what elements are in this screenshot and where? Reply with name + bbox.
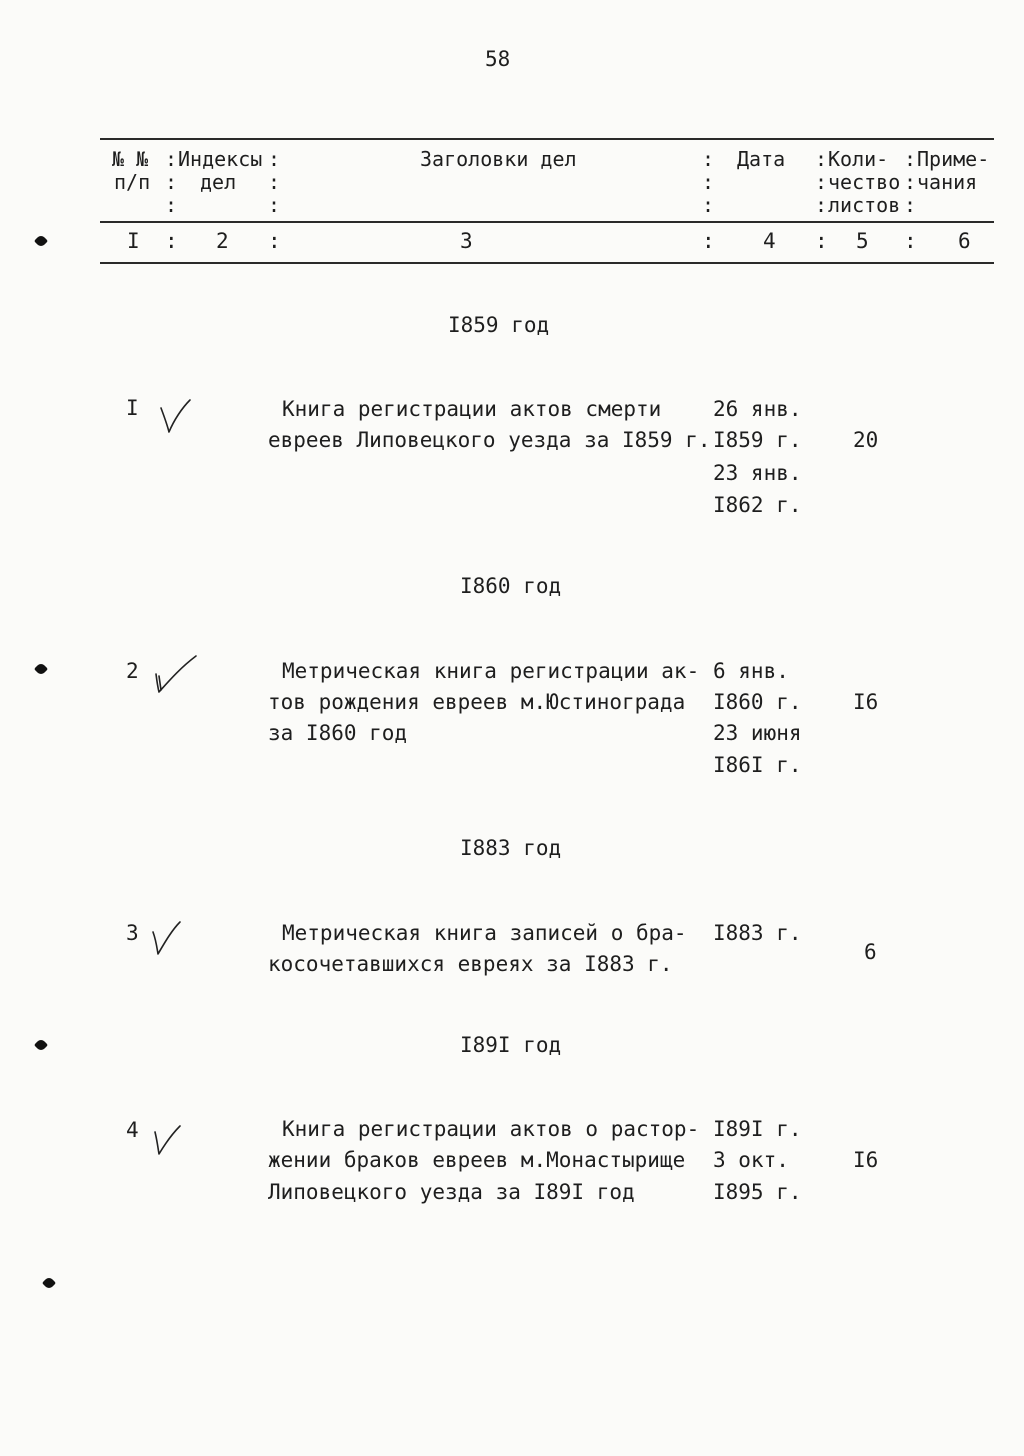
header-sep: : <box>165 229 178 253</box>
header-sep: : <box>815 193 828 217</box>
header-sep: : <box>702 193 715 217</box>
header-col3: Заголовки дел <box>420 147 577 171</box>
entry-title-line: Метрическая книга записей о бра- <box>282 921 687 945</box>
header-col2-line2: дел <box>200 170 237 194</box>
entry-title-line: жении браков евреев м.Монастырище <box>268 1148 686 1172</box>
entry-date-line: I860 г. <box>713 690 802 714</box>
header-sep: : <box>165 193 178 217</box>
header-sep: : <box>702 170 715 194</box>
entry-number: 3 <box>126 921 139 945</box>
header-sep: : <box>702 229 715 253</box>
column-number: 2 <box>216 229 229 253</box>
entry-date-line: 6 янв. <box>713 659 789 683</box>
entry-title-line: косочетавшихся евреях за I883 г. <box>268 952 673 976</box>
entry-date-line: I859 г. <box>713 428 802 452</box>
entry-title-line: Книга регистрации актов смерти <box>282 397 662 421</box>
column-number: 6 <box>958 229 971 253</box>
entry-number: I <box>126 396 139 420</box>
year-heading: I89I год <box>460 1033 562 1057</box>
check-mark-icon <box>150 652 200 696</box>
header-sep: : <box>904 147 917 171</box>
entry-number: 2 <box>126 659 139 683</box>
entry-title-line: за I860 год <box>268 721 408 745</box>
column-number: 4 <box>763 229 776 253</box>
check-mark-icon <box>150 1120 184 1158</box>
header-col5-line3: листов <box>828 193 901 217</box>
header-sep: : <box>815 147 828 171</box>
header-sep: : <box>268 229 281 253</box>
year-heading: I883 год <box>460 836 562 860</box>
entry-date-line: I883 г. <box>713 921 802 945</box>
entry-date-line: I862 г. <box>713 493 802 517</box>
entry-title-line: Книга регистрации актов о растор- <box>282 1117 700 1141</box>
entry-title-line: евреев Липовецкого уезда за I859 г. <box>268 428 711 452</box>
header-sep: : <box>268 147 281 171</box>
header-col1-line1: № № <box>112 147 149 171</box>
entry-sheet-count: I6 <box>853 690 879 714</box>
entry-number: 4 <box>126 1118 139 1142</box>
header-sep: : <box>904 170 917 194</box>
header-bottom-rule <box>100 262 994 264</box>
entry-date-line: I86I г. <box>713 753 802 777</box>
entry-date-line: 23 июня <box>713 721 802 745</box>
year-heading: I860 год <box>460 574 562 598</box>
entry-sheet-count: 20 <box>853 428 879 452</box>
entry-date-line: I89I г. <box>713 1117 802 1141</box>
column-number: 5 <box>856 229 869 253</box>
entry-date-line: I895 г. <box>713 1180 802 1204</box>
entry-date-line: 23 янв. <box>713 461 802 485</box>
header-sep: : <box>702 147 715 171</box>
header-col2-line1: Индексы <box>178 147 263 171</box>
header-sep: : <box>165 147 178 171</box>
header-col5-line1: Коли- <box>828 147 889 171</box>
header-sep: : <box>815 170 828 194</box>
entry-title-line: Липовецкого уезда за I89I год <box>268 1180 635 1204</box>
header-sep: : <box>815 229 828 253</box>
entry-sheet-count: I6 <box>853 1148 879 1172</box>
header-col4: Дата <box>737 147 786 171</box>
binding-mark <box>42 1276 56 1290</box>
header-sep: : <box>904 229 917 253</box>
check-mark-icon <box>150 918 184 958</box>
entry-sheet-count: 6 <box>864 940 877 964</box>
entry-title-line: Метрическая книга регистрации ак- <box>282 659 700 683</box>
header-col5-line2: чество <box>828 170 901 194</box>
entry-date-line: 3 окт. <box>713 1148 789 1172</box>
entry-title-line: тов рождения евреев м.Юстинограда <box>268 690 686 714</box>
binding-mark <box>34 1038 48 1052</box>
year-heading: I859 год <box>448 313 550 337</box>
column-number: I <box>127 229 140 253</box>
header-col6-line2: чания <box>917 170 978 194</box>
header-col1-line2: п/п <box>114 170 151 194</box>
header-sep: : <box>268 193 281 217</box>
page-number: 58 <box>485 47 511 71</box>
header-middle-rule <box>100 221 994 223</box>
header-col6-line1: Приме- <box>917 147 990 171</box>
binding-mark <box>34 662 48 676</box>
header-sep: : <box>268 170 281 194</box>
header-top-rule <box>100 138 994 140</box>
binding-mark <box>34 234 48 248</box>
column-number: 3 <box>460 229 473 253</box>
entry-date-line: 26 янв. <box>713 397 802 421</box>
header-sep: : <box>904 193 917 217</box>
check-mark-icon <box>158 396 192 436</box>
header-sep: : <box>165 170 178 194</box>
